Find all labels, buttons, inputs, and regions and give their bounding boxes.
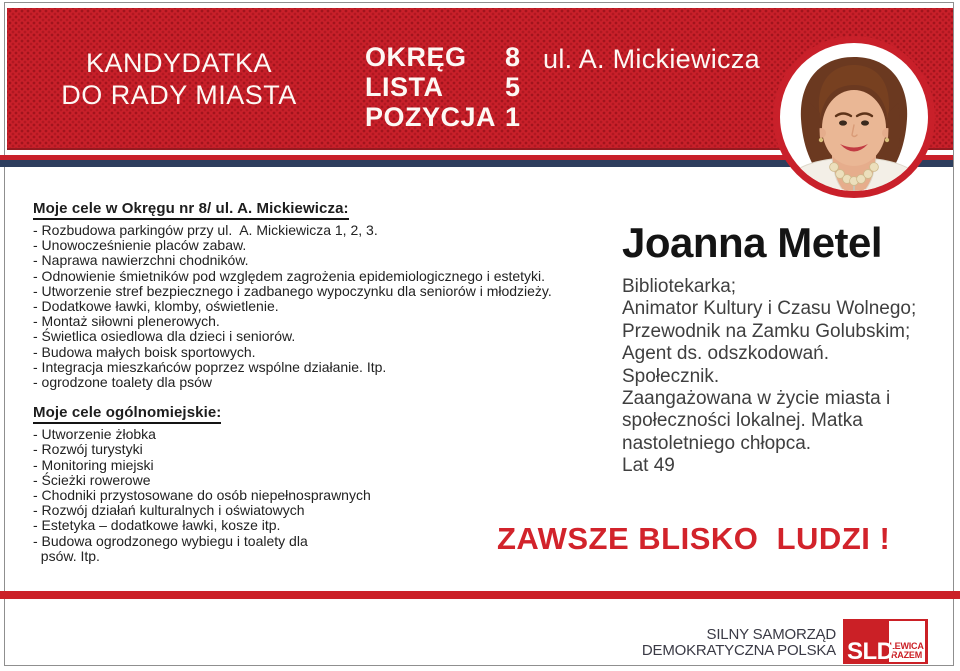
bio-line: Bibliotekarka; bbox=[622, 276, 737, 297]
candidate-photo bbox=[770, 33, 938, 201]
role-line-2: DO RADY MIASTA bbox=[61, 80, 297, 110]
goal-item: - Odnowienie śmietników pod względem zagrożenia epidemiologicznego i estetyki. bbox=[33, 267, 546, 284]
ballot-field-label: POZYCJA bbox=[365, 102, 497, 132]
role-line-1: KANDYDATKA bbox=[85, 48, 273, 78]
bio-line: nastoletniego chłopca. bbox=[622, 432, 812, 454]
goals-section bbox=[33, 200, 581, 564]
goal-item: - Budowa ogrodzonego wybiegu i toalety dla bbox=[33, 532, 308, 549]
bio-line: Zaangażowana w życie miasta i bbox=[622, 388, 891, 410]
ballot-field-value: 5 bbox=[505, 72, 521, 102]
ballot-field-row bbox=[365, 72, 625, 102]
goal-item: - Rozwój turystyki bbox=[33, 441, 143, 458]
goal-item: - ogrodzone toalety dla psów bbox=[33, 374, 212, 391]
ballot-field-label: OKRĘG bbox=[365, 42, 467, 72]
candidate-bio bbox=[622, 276, 922, 478]
ballot-field-row bbox=[365, 102, 625, 132]
bio-line: Agent ds. odszkodowań. bbox=[622, 343, 830, 365]
goal-item: - Rozbudowa parkingów przy ul. A. Mickiewicza 1, 2, 3. bbox=[33, 222, 378, 238]
ballot-field-value: 8 bbox=[505, 42, 521, 72]
goals-gap bbox=[33, 390, 581, 404]
goal-item: - Chodniki przystosowane do osób niepełnosprawnych bbox=[33, 487, 371, 504]
goal-item: - Naprawa nawierzchni chodników. bbox=[33, 252, 249, 269]
sld-logo-sub-text bbox=[889, 642, 924, 660]
goal-item: - Integracja mieszkańców poprzez wspólne działanie. Itp. bbox=[33, 358, 387, 375]
district-goals-list bbox=[33, 223, 581, 390]
sld-logo-abbr: SLD bbox=[847, 638, 894, 665]
goal-item: - Montaż siłowni plenerowych. bbox=[33, 313, 220, 330]
city-goals-title: Moje cele ogólnomiejskie: bbox=[33, 404, 221, 424]
footer-line: SILNY SAMORZĄD bbox=[706, 626, 836, 643]
goal-item: - Budowa małych boisk sportowych. bbox=[33, 343, 256, 360]
bio-line: Społecznik. bbox=[622, 365, 720, 387]
sld-party-logo bbox=[843, 619, 928, 664]
campaign-slogan: ZAWSZE BLISKO LUDZI ! bbox=[497, 521, 891, 556]
candidate-role-title bbox=[55, 47, 303, 111]
bio-line: społeczności lokalnej. Matka bbox=[622, 410, 863, 432]
district-goals-title: Moje cele w Okręgu nr 8/ ul. A. Mickiewicza: bbox=[33, 200, 349, 220]
goal-item: - Rozwój działań kulturalnych i oświatowych bbox=[33, 502, 305, 519]
sld-sub-line: RAZEM bbox=[891, 650, 922, 660]
sld-sub-line: LEWICA bbox=[889, 641, 924, 651]
goal-item: - Estetyka – dodatkowe ławki, kosze itp. bbox=[33, 517, 281, 534]
footer-red-bar bbox=[0, 591, 960, 599]
street-label: ul. A. Mickiewicza bbox=[543, 44, 760, 74]
footer-line: DEMOKRATYCZNA POLSKA bbox=[641, 641, 836, 659]
goal-item: - Ścieżki rowerowe bbox=[33, 471, 151, 488]
bio-line: Lat 49 bbox=[622, 455, 675, 477]
goal-item: - Monitoring miejski bbox=[33, 456, 154, 473]
goal-item: psów. Itp. bbox=[33, 547, 100, 564]
goal-item: - Unowocześnienie placów zabaw. bbox=[33, 237, 247, 254]
ballot-field-value: 1 bbox=[505, 102, 521, 132]
goal-item: - Utworzenie żłobka bbox=[33, 426, 156, 443]
goal-item: - Utworzenie stref bezpiecznego i zadbanego wypoczynku dla seniorów i młodzieży. bbox=[33, 282, 552, 299]
goal-item: - Świetlica osiedlowa dla dzieci i seniorów. bbox=[33, 328, 296, 345]
footer-party-text bbox=[560, 627, 836, 659]
ballot-field-label: LISTA bbox=[365, 72, 444, 102]
bio-line: Animator Kultury i Czasu Wolnego; bbox=[622, 298, 917, 320]
sld-logo-white-box bbox=[889, 621, 925, 662]
candidate-name: Joanna Metel bbox=[622, 219, 883, 266]
bio-line: Przewodnik na Zamku Golubskim; bbox=[622, 320, 911, 342]
goal-item: - Dodatkowe ławki, klomby, oświetlenie. bbox=[33, 298, 279, 315]
